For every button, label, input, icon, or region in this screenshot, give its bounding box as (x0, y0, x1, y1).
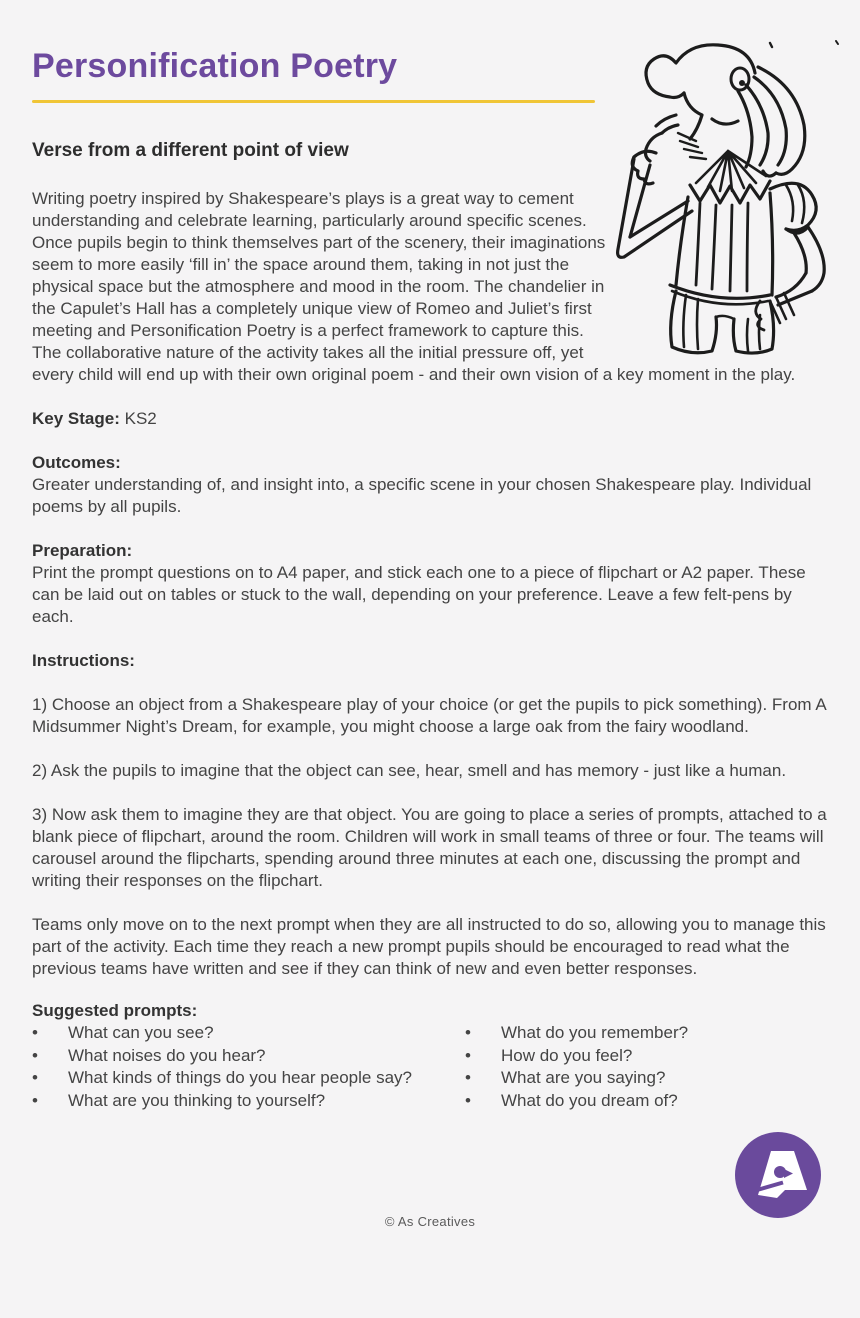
list-item (465, 1067, 828, 1090)
prompt-text: What do you dream of? (501, 1090, 678, 1110)
prompt-text: What noises do you hear? (68, 1045, 266, 1065)
prompt-list-right (465, 1022, 828, 1112)
intro-text: Writing poetry inspired by Shakespeare’s plays is a great way to cement understanding and celebrate learning, particularly around specific scenes. Once pupils begin to think themselves part of the scenery, their imaginations seem to more easily ‘fill in’ the space around them, taking in not just the physical space but the atmosphere and mood in the room. The chandelier in the Capulet’s Hall has a completely unique view of Romeo and Juliet’s first meeting and Personification Poetry is a perfect framework to capture this. The collaborative nature of the activity takes all the initial pressure off, yet every child will end up with their own original poem - and their own vision of a key moment in the play. (32, 189, 796, 384)
preparation-section (32, 540, 828, 628)
step-2-paragraph: 2) Ask the pupils to imagine that the object can see, hear, smell and has memory - just like a human. (32, 761, 787, 780)
list-item (465, 1022, 828, 1045)
copyright-footer: © As Creatives (384, 1214, 476, 1229)
outcomes-label: Outcomes: (32, 453, 121, 472)
prompt-text: What do you remember? (501, 1023, 689, 1042)
bullet-icon: • (465, 1068, 471, 1087)
shakespeare-sketch-svg (600, 33, 852, 358)
outcomes-text: Greater understanding of, and insight into, a specific scene in your chosen Shakespeare play. Individual poems by all pupils. (32, 475, 812, 516)
step-1-paragraph: 1) Choose an object from a Shakespeare play of your choice (or get the pupils to pick something). From A Midsummer Night’s Dream, for example, you might choose a large oak from the fairy woodland. (32, 695, 826, 736)
prompt-text: What kinds of things do you hear people say? (68, 1068, 412, 1087)
bullet-icon: • (32, 1023, 38, 1042)
list-item (32, 1090, 465, 1113)
prompt-text: What can you see? (68, 1023, 214, 1042)
list-item (32, 1022, 465, 1045)
instructions-label: Instructions: (32, 651, 135, 670)
section-subtitle: Verse from a different point of view (32, 140, 349, 161)
bullet-icon: • (465, 1023, 471, 1042)
prompt-list-left (32, 1022, 465, 1112)
outcomes-section (32, 452, 828, 518)
bullet-icon: • (32, 1045, 38, 1065)
bullet-icon: • (465, 1090, 471, 1110)
as-creatives-logo-svg (733, 1130, 823, 1220)
shakespeare-thinking-sketch-illustration (600, 33, 852, 358)
list-item (32, 1045, 465, 1068)
list-item (465, 1045, 828, 1068)
suggested-prompts-label: Suggested prompts: (32, 1001, 198, 1020)
page-title: Personification Poetry (32, 47, 398, 85)
key-stage-label: Key Stage: (32, 409, 120, 428)
teams-note-paragraph: Teams only move on to the next prompt when they are all instructed to do so, allowing you to manage this part of the activity. Each time they reach a new prompt pupils should be encouraged to read what the previous teams have written and see if they can think of new and even better responses. (32, 915, 826, 978)
suggested-prompts-section (32, 1000, 828, 1112)
bullet-icon: • (465, 1045, 471, 1065)
prompt-columns (32, 1022, 828, 1112)
key-stage-line (32, 408, 828, 430)
as-creatives-logo (733, 1130, 823, 1220)
key-stage-value: KS2 (124, 409, 157, 428)
preparation-label: Preparation: (32, 541, 133, 560)
prompt-text: How do you feel? (501, 1045, 633, 1065)
bullet-icon: • (32, 1068, 38, 1087)
title-divider-rule (32, 100, 595, 103)
step-3-paragraph: 3) Now ask them to imagine they are that object. You are going to place a series of prompts, attached to a blank piece of flipchart, around the room. Children will work in small teams of three or four. The teams will carousel around the flipcharts, spending around three minutes at each one, discussing the prompt and writing their responses on the flipchart. (32, 805, 827, 890)
prompt-text: What are you saying? (501, 1068, 666, 1087)
bullet-icon: • (32, 1090, 38, 1110)
list-item (465, 1090, 828, 1113)
preparation-text: Print the prompt questions on to A4 paper, and stick each one to a piece of flipchart or A2 paper. These can be laid out on tables or stuck to the wall, depending on your preference. Leave a few felt-pens by each. (32, 563, 806, 626)
list-item (32, 1067, 465, 1090)
prompt-text: What are you thinking to yourself? (68, 1090, 326, 1110)
